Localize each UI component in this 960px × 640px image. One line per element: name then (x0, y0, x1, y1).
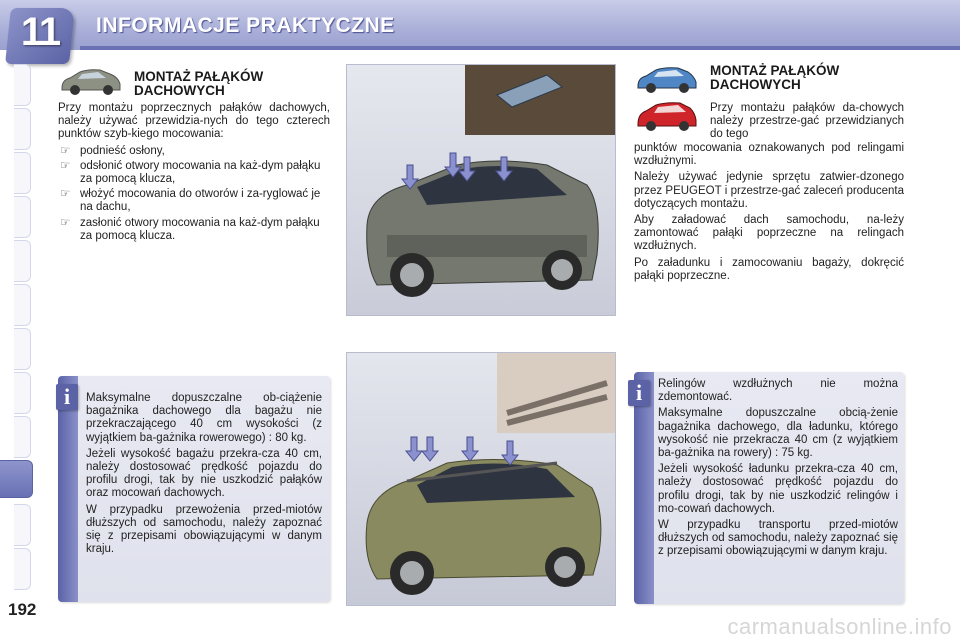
list-item: ☞ podnieść osłony, (60, 144, 165, 157)
chapter-tab[interactable] (14, 64, 31, 106)
header-rule (80, 46, 960, 50)
chapter-tabs (0, 64, 37, 624)
list-item: ☞ włożyć mocowania do otworów i za-ryglować je na dachu, (60, 188, 321, 214)
photo-hatchback-roof-points (346, 64, 616, 316)
section-title-line: DACHOWYCH (710, 77, 801, 92)
chapter-tab[interactable] (14, 416, 31, 458)
info-paragraph: Jeżeli wysokość bagażu przekra-cza 40 cm, należy dostosować prędkość pojazdu do profilu drogi, tak by nie uszkodzić pałąków oraz mocowań dachowych. (86, 447, 322, 500)
section-title (134, 70, 263, 98)
hand-pointer-icon: ☞ (60, 144, 71, 157)
car-illustration (347, 65, 615, 315)
list-item: ☞ zasłonić otwory mocowania na każ-dym pałąku za pomocą klucza. (60, 216, 320, 242)
paragraph: Po załadunku i zamocowaniu bagaży, dokręcić pałąki poprzeczne. (634, 256, 904, 282)
red-car-icon (634, 100, 700, 134)
info-paragraph: Maksymalne dopuszczalne obcią-żenie bagażnika dachowego, dla ładunku, którego wysokość nie przekracza 40 cm (z wyjątkiem ba-gażnika na rowery) : 75 kg. (658, 407, 898, 460)
paragraph: Należy używać jedynie sprzętu zatwier-dzonego przez PEUGEOT i przestrze-gać zaleceń producenta dotyczących montażu. (634, 171, 904, 210)
hand-pointer-icon: ☞ (60, 216, 71, 229)
watermark: carmanualsonline.info (727, 614, 952, 639)
section-body-indent: Przy montażu pałąków da-chowych należy przestrze-gać przewidzianych do tego (710, 102, 904, 141)
info-box-text (86, 392, 322, 559)
list-item: ☞ odsłonić otwory mocowania na każ-dym pałąku za pomocą klucza, (60, 159, 321, 186)
hand-pointer-icon: ☞ (60, 159, 71, 172)
chapter-tab-current[interactable] (0, 460, 33, 498)
chapter-tab[interactable] (14, 196, 31, 238)
info-paragraph: Maksymalne dopuszczalne ob-ciążenie bagażnika dachowego dla bagażu nie przekraczającego 40 cm wysokości (z wyjątkiem ba-gażnika rowerowego) : 80 kg. (86, 392, 322, 444)
section-title (710, 64, 839, 92)
paragraph: punktów mocowania oznakowanych pod relingami wzdłużnymi. (634, 142, 904, 168)
info-icon: i (56, 384, 78, 410)
info-box (58, 376, 330, 602)
info-icon: i (628, 380, 650, 406)
car-illustration (347, 353, 615, 605)
chapter-tab[interactable] (14, 504, 31, 546)
chapter-tab[interactable] (14, 284, 31, 326)
chapter-tab[interactable] (14, 328, 31, 370)
info-paragraph: W przypadku transportu przed-miotów dłuższych od samochodu, należy zapoznać się z przepisami obowiązującymi w danym kraju. (658, 519, 898, 558)
intro-paragraph: Przy montażu poprzecznych pałąków dachowych, należy używać przewidzia-nych do tego czterech punktów szyb-kiego mocowania: (58, 102, 330, 141)
page-title: INFORMACJE PRAKTYCZNE (96, 14, 395, 37)
info-box (634, 372, 904, 604)
blue-car-icon (634, 64, 700, 96)
hand-pointer-icon: ☞ (60, 188, 71, 201)
info-paragraph: W przypadku przewożenia przed-miotów dłuższych od samochodu, należy zapoznać się z przepisami obowiązującymi w danym kraju. (86, 503, 322, 556)
hatchback-car-icon (58, 66, 124, 98)
chapter-tab[interactable] (14, 240, 31, 282)
chapter-number: 11 (20, 10, 60, 54)
info-box-text (658, 378, 898, 562)
info-box-accent (634, 372, 654, 604)
section-body (634, 142, 904, 286)
section-title-line: MONTAŻ PAŁĄKÓW (134, 69, 264, 84)
paragraph: Aby załadować dach samochodu, na-leży zamontować pałąki poprzeczne na relingach wzdłużnych. (634, 214, 904, 253)
chapter-tab[interactable] (14, 108, 31, 150)
section-title-line: MONTAŻ PAŁĄKÓW (710, 63, 840, 78)
chapter-tab[interactable] (14, 152, 31, 194)
chapter-tab[interactable] (14, 548, 31, 590)
photo-sw-roof-rails (346, 352, 616, 606)
page-number: 192 (8, 600, 37, 619)
info-paragraph: Jeżeli wysokość ładunku przekra-cza 40 cm, należy dostosować prędkość pojazdu do profilu drogi, tak by nie uszkodzić relingów i mo-cowań dachowych. (658, 463, 898, 515)
steps-list (58, 145, 330, 243)
section-body (58, 102, 330, 245)
chapter-tab[interactable] (14, 372, 31, 414)
info-paragraph: Relingów wzdłużnych nie można zdemontować. (658, 378, 898, 404)
section-title-line: DACHOWYCH (134, 83, 225, 98)
